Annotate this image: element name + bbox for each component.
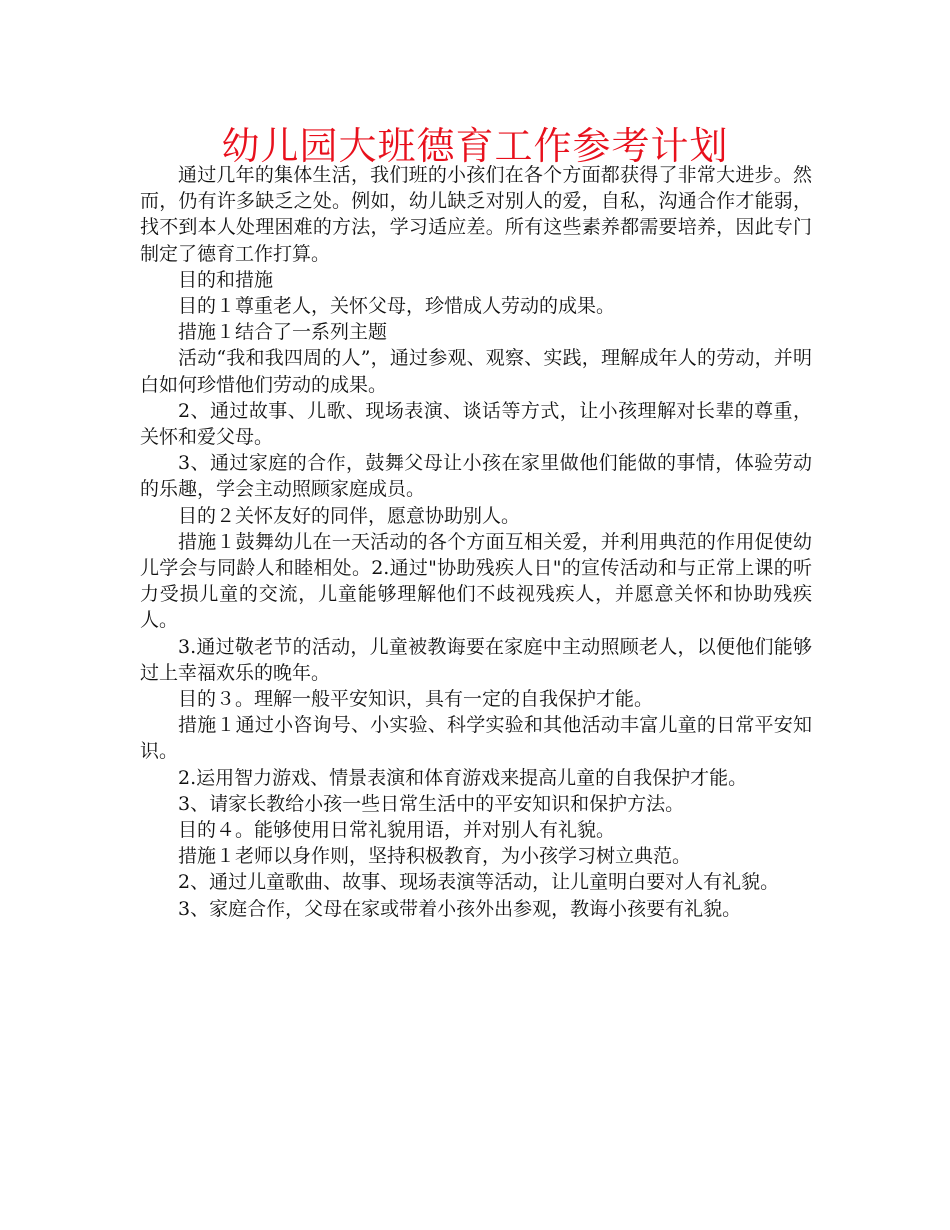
document-title: 幼儿园大班德育工作参考计划 (221, 124, 729, 168)
paragraph-measure-3-2: 2.运用智力游戏、情景表演和体育游戏来提高儿童的自我保护才能。 (178, 766, 748, 789)
paragraph-goal-1: 目的１尊重老人，关怀父母，珍惜成人劳动的成果。 (178, 295, 616, 318)
paragraph-measure-2-1: 措施１鼓舞幼儿在一天活动的各个方面互相关爱，并利用典范的作用促使幼儿学会与同龄人和睦相处。2.通过"协助残疾人日"的宣传活动和与正常上课的听力受损儿童的交流，儿童能够理解他们不歧视残疾人，并愿意关怀和协助残疾人。 (140, 530, 812, 632)
paragraph-measure-3-1: 措施１通过小咨询号、小实验、科学实验和其他活动丰富儿童的日常平安知识。 (140, 714, 812, 763)
paragraph-measure-1-1: 措施１结合了一系列主题 (178, 321, 388, 344)
paragraph-measure-3-3: 3、请家长教给小孩一些日常生活中的平安知识和保护方法。 (178, 792, 685, 815)
document-body (140, 162, 812, 922)
paragraph-measure-4-1: 措施１老师以身作则，坚持积极教育，为小孩学习树立典范。 (178, 845, 692, 868)
paragraph-measure-1-2: 2、通过故事、儿歌、现场表演、谈话等方式，让小孩理解对长辈的尊重，关怀和爱父母。 (140, 399, 812, 449)
paragraph-goals-heading: 目的和措施 (178, 268, 274, 291)
paragraph-measure-4-3: 3、家庭合作，父母在家或带着小孩外出参观，教诲小孩要有礼貌。 (178, 897, 742, 920)
paragraph-measure-1-3: 3、通过家庭的合作，鼓舞父母让小孩在家里做他们能做的事情，体验劳动的乐趣，学会主动照顾家庭成员。 (140, 452, 812, 501)
paragraph-goal-2: 目的２关怀友好的同伴，愿意协助别人。 (178, 504, 521, 527)
paragraph-intro: 通过几年的集体生活，我们班的小孩们在各个方面都获得了非常大进步。然而，仍有许多缺乏之处。例如，幼儿缺乏对别人的爱，自私，沟通合作才能弱，找不到本人处理困难的方法，学习适应差。所有这些素养都需要培养，因此专门制定了德育工作打算。 (140, 164, 812, 265)
paragraph-goal-3: 目的３。理解一般平安知识，具有一定的自我保护才能。 (178, 688, 654, 711)
paragraph-measure-4-2: 2、通过儿童歌曲、故事、现场表演等活动，让儿童明白要对人有礼貌。 (178, 871, 780, 894)
paragraph-goal-4: 目的４。能够使用日常礼貌用语，并对别人有礼貌。 (178, 819, 616, 842)
paragraph-measure-2-3: 3.通过敬老节的活动，儿童被教诲要在家庭中主动照顾老人，以便他们能够过上幸福欢乐的晚年。 (140, 635, 812, 684)
paragraph-measure-1-activity: 活动“我和我四周的人”，通过参观、观察、实践，理解成年人的劳动，并明白如何珍惜他们劳动的成果。 (140, 347, 812, 396)
